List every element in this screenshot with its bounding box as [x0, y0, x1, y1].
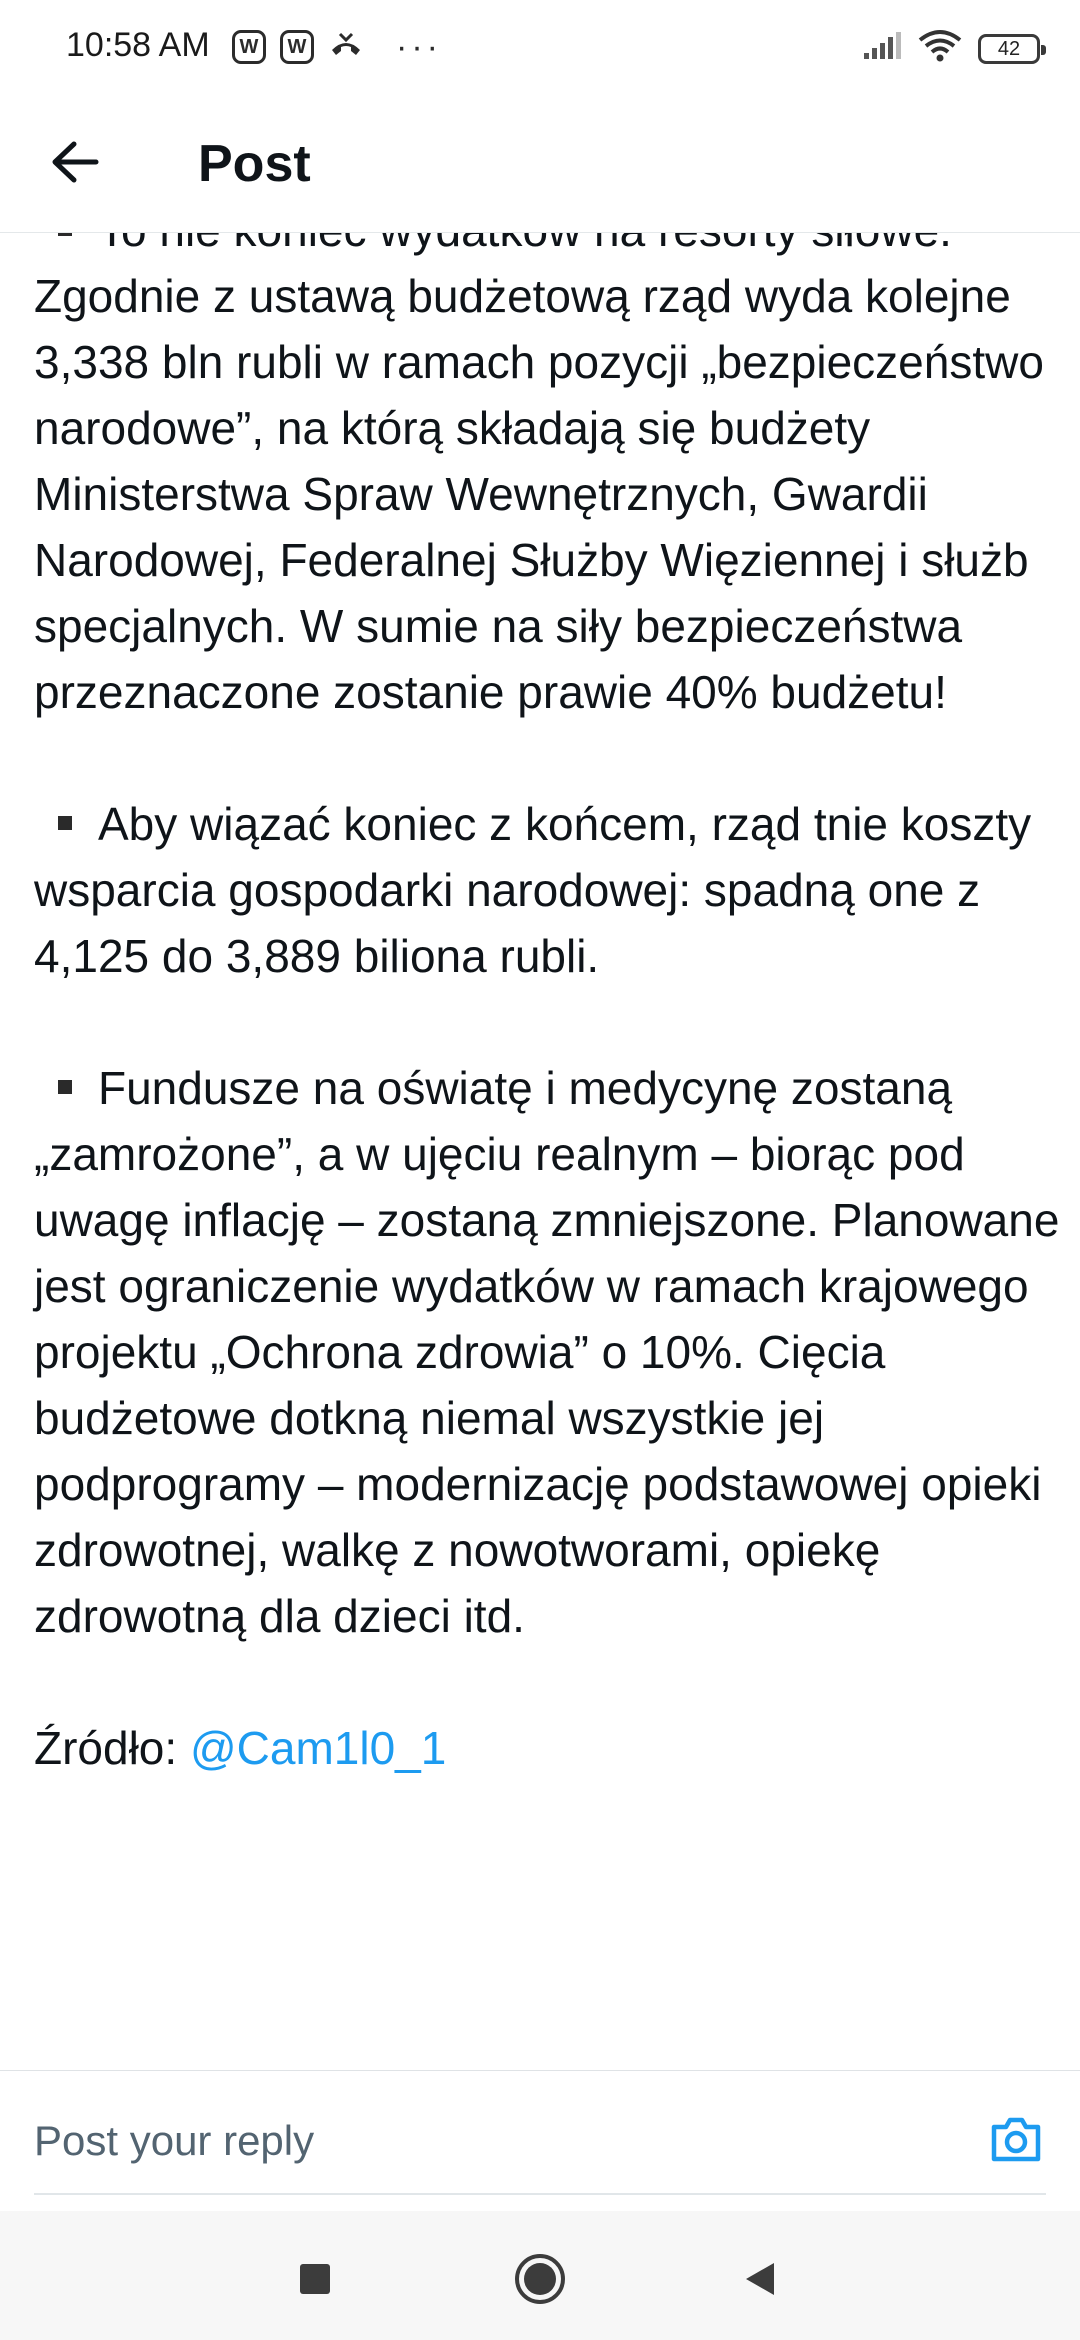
back-arrow-icon	[40, 124, 120, 204]
battery-icon: 42	[978, 34, 1040, 64]
post-text	[34, 197, 1064, 1847]
post-paragraph	[34, 1055, 1064, 1649]
top-app-bar	[0, 100, 1080, 233]
app-notification-icon: W	[280, 30, 314, 64]
home-button[interactable]	[510, 2249, 570, 2309]
status-bar	[0, 0, 1080, 100]
system-icons	[862, 30, 1040, 67]
source-label: Źródło:	[34, 1722, 190, 1774]
status-time: 10:58 AM	[66, 26, 210, 64]
post-paragraph	[34, 791, 1064, 989]
page-title: Post	[198, 135, 311, 193]
reply-bar	[0, 2070, 1080, 2211]
reply-divider	[34, 2193, 1046, 2195]
post-paragraph	[34, 197, 1064, 725]
missed-call-icon	[328, 28, 364, 65]
paragraph-text: Zgodnie z ustawą budżetową rząd wyda kolejne 3,338 bln rubli w ramach pozycji „bezpieczeństwo narodowe”, na którą składają się budżety Ministerstwa Spraw Wewnętrznych, Gwardii Narodowej, Federalnej Służby Więziennej i służb specjalnych. W sumie na siły bezpieczeństwa przeznaczone zostanie prawie 40% budżetu!	[34, 270, 1044, 718]
bullet-icon	[58, 816, 72, 830]
camera-button[interactable]	[986, 2109, 1046, 2169]
back-nav-button[interactable]	[730, 2249, 790, 2309]
recents-button[interactable]	[285, 2249, 345, 2309]
source-handle-link[interactable]: @Cam1l0_1	[189, 1722, 447, 1774]
triangle-back-icon	[740, 2259, 780, 2299]
source-line	[34, 1715, 1064, 1781]
post-content[interactable]	[0, 233, 1080, 2070]
circle-icon	[513, 2252, 567, 2306]
more-notifications-icon: ···	[396, 27, 442, 66]
system-navigation-bar	[0, 2211, 1080, 2340]
reply-input[interactable]	[34, 2101, 954, 2181]
camera-icon	[986, 2109, 1046, 2169]
notification-icons	[232, 28, 442, 65]
back-button[interactable]	[40, 124, 120, 204]
bullet-icon	[58, 1080, 72, 1094]
app-notification-icon: W	[232, 30, 266, 64]
wifi-icon	[918, 30, 962, 67]
paragraph-text: Aby wiązać koniec z końcem, rząd tnie koszty wsparcia gospodarki narodowej: spadną one z 4,125 do 3,889 biliona rubli.	[34, 798, 1032, 982]
paragraph-text: Fundusze na oświatę i medycynę zostaną „zamrożone”, a w ujęciu realnym – biorąc pod uwagę inflację – zostaną zmniejszone. Planowane jest ograniczenie wydatków w ramach krajowego projektu „Ochrona zdrowia” o 10%. Cięcia budżetowe dotkną niemal wszystkie jej podprogramy – modernizację podstawowej opieki zdrowotnej, walkę z nowotworami, opiekę zdrowotną dla dzieci itd.	[34, 1062, 1060, 1642]
signal-icon	[862, 31, 902, 66]
square-icon	[298, 2262, 332, 2296]
